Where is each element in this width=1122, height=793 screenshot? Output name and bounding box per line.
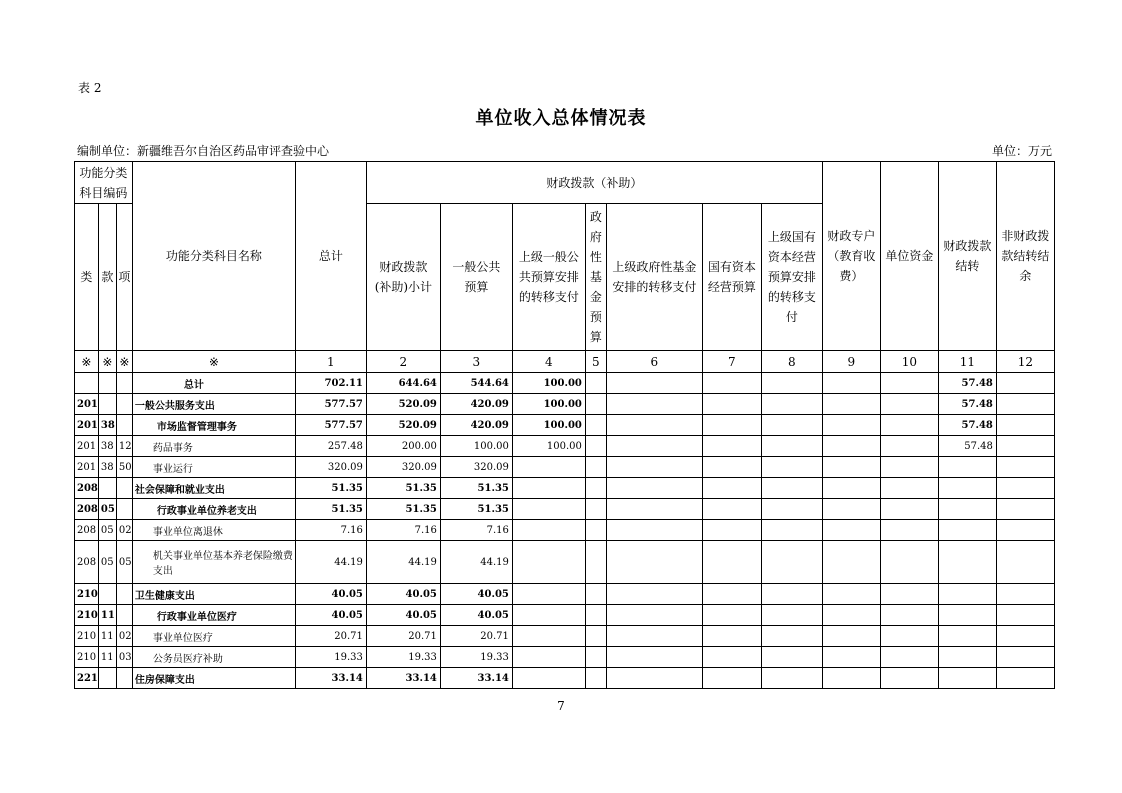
- cell-upper-capital: [761, 373, 822, 394]
- cell-gov-fund: [585, 478, 606, 499]
- cell-state-capital: [702, 499, 761, 520]
- cell-kuan: [98, 584, 116, 605]
- cell-upper-general: [512, 478, 585, 499]
- cell-general-budget: 100.00: [440, 436, 512, 457]
- cell-total: 44.19: [295, 541, 366, 584]
- cell-lei: 210: [75, 626, 99, 647]
- cell-nonfiscal: [996, 520, 1054, 541]
- cell-lei: 201: [75, 457, 99, 478]
- cell-unit-fund: [880, 436, 938, 457]
- cell-state-capital: [702, 626, 761, 647]
- header-code-group: 功能分类科目编码: [75, 162, 133, 204]
- cell-carryover: [938, 520, 996, 541]
- cell-lei: 210: [75, 605, 99, 626]
- header-fiscal-subtotal: 财政拨款(补助)小计: [366, 204, 440, 351]
- cell-upper-general: [512, 520, 585, 541]
- cell-carryover: [938, 647, 996, 668]
- cell-total: 19.33: [295, 647, 366, 668]
- cell-total: 40.05: [295, 605, 366, 626]
- cell-unit-fund: [880, 520, 938, 541]
- cell-xiang: [116, 373, 132, 394]
- cell-lei: 208: [75, 520, 99, 541]
- cell-gov-fund: [585, 394, 606, 415]
- cell-unit-fund: [880, 373, 938, 394]
- cell-gov-fund: [585, 647, 606, 668]
- cell-special-account: [822, 520, 880, 541]
- cell-total: 7.16: [295, 520, 366, 541]
- cell-xiang: [116, 499, 132, 520]
- header-general-budget: 一般公共预算: [440, 204, 512, 351]
- cell-lei: [75, 373, 99, 394]
- cell-upper-capital: [761, 647, 822, 668]
- cell-upper-fund: [606, 520, 702, 541]
- compiling-unit: 编制单位：新疆维吾尔自治区药品审评查验中心: [77, 144, 330, 158]
- cell-upper-fund: [606, 647, 702, 668]
- cell-general-budget: 33.14: [440, 668, 512, 689]
- index-number: 10: [880, 351, 938, 373]
- cell-state-capital: [702, 478, 761, 499]
- index-number: 8: [761, 351, 822, 373]
- cell-fiscal-subtotal: 40.05: [366, 605, 440, 626]
- cell-nonfiscal: [996, 499, 1054, 520]
- cell-unit-fund: [880, 668, 938, 689]
- cell-special-account: [822, 478, 880, 499]
- header-upper-fund: 上级政府性基金安排的转移支付: [606, 204, 702, 351]
- cell-upper-fund: [606, 626, 702, 647]
- index-number: 3: [440, 351, 512, 373]
- cell-upper-capital: [761, 394, 822, 415]
- cell-name: 住房保障支出: [132, 668, 295, 689]
- cell-unit-fund: [880, 415, 938, 436]
- cell-upper-capital: [761, 520, 822, 541]
- cell-total: 51.35: [295, 499, 366, 520]
- cell-upper-fund: [606, 457, 702, 478]
- cell-fiscal-subtotal: 40.05: [366, 584, 440, 605]
- cell-state-capital: [702, 605, 761, 626]
- cell-xiang: [116, 668, 132, 689]
- cell-nonfiscal: [996, 605, 1054, 626]
- cell-carryover: [938, 584, 996, 605]
- cell-kuan: [98, 373, 116, 394]
- cell-general-budget: 320.09: [440, 457, 512, 478]
- header-nonfiscal: 非财政拨款结转结余: [996, 162, 1054, 351]
- cell-upper-general: 100.00: [512, 373, 585, 394]
- header-carryover: 财政拨款结转: [938, 162, 996, 351]
- header-special-account: 财政专户（教育收费）: [822, 162, 880, 351]
- cell-special-account: [822, 647, 880, 668]
- cell-kuan: 38: [98, 415, 116, 436]
- table-row: [75, 457, 1055, 478]
- table-row: [75, 520, 1055, 541]
- index-number: 6: [606, 351, 702, 373]
- cell-upper-capital: [761, 541, 822, 584]
- cell-carryover: [938, 626, 996, 647]
- cell-unit-fund: [880, 584, 938, 605]
- cell-upper-fund: [606, 668, 702, 689]
- index-mark: ※: [116, 351, 132, 373]
- header-upper-capital: 上级国有资本经营预算安排的转移支付: [761, 204, 822, 351]
- cell-fiscal-subtotal: 520.09: [366, 415, 440, 436]
- cell-carryover: [938, 541, 996, 584]
- header-xiang: 项: [116, 204, 132, 351]
- currency-unit: 单位：万元: [991, 144, 1052, 158]
- cell-total: 20.71: [295, 626, 366, 647]
- cell-upper-fund: [606, 499, 702, 520]
- cell-fiscal-subtotal: 44.19: [366, 541, 440, 584]
- cell-lei: 201: [75, 394, 99, 415]
- table-row: [75, 605, 1055, 626]
- table-row: [75, 626, 1055, 647]
- cell-nonfiscal: [996, 457, 1054, 478]
- cell-name: 社会保障和就业支出: [132, 478, 295, 499]
- cell-upper-general: [512, 584, 585, 605]
- cell-xiang: [116, 415, 132, 436]
- cell-nonfiscal: [996, 541, 1054, 584]
- cell-special-account: [822, 584, 880, 605]
- cell-name: 药品事务: [132, 436, 295, 457]
- cell-fiscal-subtotal: 520.09: [366, 394, 440, 415]
- cell-xiang: 02: [116, 626, 132, 647]
- cell-unit-fund: [880, 457, 938, 478]
- cell-kuan: [98, 478, 116, 499]
- cell-upper-general: 100.00: [512, 415, 585, 436]
- cell-upper-capital: [761, 584, 822, 605]
- cell-name: 卫生健康支出: [132, 584, 295, 605]
- cell-fiscal-subtotal: 51.35: [366, 499, 440, 520]
- cell-name: 机关事业单位基本养老保险缴费支出: [132, 541, 295, 584]
- cell-upper-fund: [606, 605, 702, 626]
- cell-upper-capital: [761, 415, 822, 436]
- cell-nonfiscal: [996, 415, 1054, 436]
- cell-state-capital: [702, 647, 761, 668]
- cell-fiscal-subtotal: 7.16: [366, 520, 440, 541]
- cell-nonfiscal: [996, 478, 1054, 499]
- cell-carryover: [938, 478, 996, 499]
- cell-unit-fund: [880, 605, 938, 626]
- cell-gov-fund: [585, 436, 606, 457]
- cell-gov-fund: [585, 668, 606, 689]
- cell-fiscal-subtotal: 20.71: [366, 626, 440, 647]
- cell-kuan: 38: [98, 457, 116, 478]
- index-number: 2: [366, 351, 440, 373]
- cell-state-capital: [702, 373, 761, 394]
- index-number: 1: [295, 351, 366, 373]
- cell-carryover: 57.48: [938, 394, 996, 415]
- header-lei: 类: [75, 204, 99, 351]
- cell-name: 事业单位医疗: [132, 626, 295, 647]
- cell-nonfiscal: [996, 668, 1054, 689]
- cell-general-budget: 544.64: [440, 373, 512, 394]
- cell-general-budget: 420.09: [440, 394, 512, 415]
- index-mark: ※: [98, 351, 116, 373]
- cell-gov-fund: [585, 520, 606, 541]
- cell-general-budget: 19.33: [440, 647, 512, 668]
- cell-state-capital: [702, 394, 761, 415]
- cell-kuan: 05: [98, 520, 116, 541]
- cell-nonfiscal: [996, 373, 1054, 394]
- cell-kuan: 05: [98, 499, 116, 520]
- cell-upper-general: 100.00: [512, 436, 585, 457]
- cell-upper-capital: [761, 478, 822, 499]
- index-number: 12: [996, 351, 1054, 373]
- cell-xiang: [116, 478, 132, 499]
- cell-carryover: 57.48: [938, 415, 996, 436]
- cell-special-account: [822, 394, 880, 415]
- cell-state-capital: [702, 457, 761, 478]
- cell-nonfiscal: [996, 394, 1054, 415]
- cell-special-account: [822, 415, 880, 436]
- cell-upper-general: [512, 626, 585, 647]
- index-number: 11: [938, 351, 996, 373]
- cell-upper-fund: [606, 436, 702, 457]
- cell-gov-fund: [585, 499, 606, 520]
- page-number: 7: [557, 699, 565, 713]
- header-total: 总计: [295, 162, 366, 351]
- cell-upper-fund: [606, 394, 702, 415]
- cell-xiang: 05: [116, 541, 132, 584]
- cell-upper-general: [512, 499, 585, 520]
- cell-upper-capital: [761, 457, 822, 478]
- cell-gov-fund: [585, 626, 606, 647]
- cell-kuan: 11: [98, 647, 116, 668]
- cell-upper-general: [512, 668, 585, 689]
- cell-gov-fund: [585, 457, 606, 478]
- cell-state-capital: [702, 541, 761, 584]
- cell-carryover: 57.48: [938, 436, 996, 457]
- cell-fiscal-subtotal: 200.00: [366, 436, 440, 457]
- cell-xiang: [116, 584, 132, 605]
- cell-carryover: [938, 668, 996, 689]
- cell-state-capital: [702, 520, 761, 541]
- table-row: [75, 499, 1055, 520]
- index-number: 9: [822, 351, 880, 373]
- header-fiscal-group: 财政拨款（补助）: [366, 162, 822, 204]
- cell-nonfiscal: [996, 584, 1054, 605]
- index-number: 5: [585, 351, 606, 373]
- header-kuan: 款: [98, 204, 116, 351]
- table-row: [75, 436, 1055, 457]
- cell-unit-fund: [880, 499, 938, 520]
- table-row: [75, 541, 1055, 584]
- cell-kuan: 11: [98, 605, 116, 626]
- cell-special-account: [822, 499, 880, 520]
- cell-upper-general: [512, 605, 585, 626]
- cell-carryover: 57.48: [938, 373, 996, 394]
- cell-name: 事业单位离退休: [132, 520, 295, 541]
- cell-gov-fund: [585, 541, 606, 584]
- cell-total: 577.57: [295, 394, 366, 415]
- index-number: 4: [512, 351, 585, 373]
- header-name: 功能分类科目名称: [132, 162, 295, 351]
- cell-special-account: [822, 626, 880, 647]
- table-number: 表 2: [78, 81, 102, 95]
- cell-upper-general: 100.00: [512, 394, 585, 415]
- cell-state-capital: [702, 668, 761, 689]
- cell-kuan: 05: [98, 541, 116, 584]
- cell-lei: 201: [75, 415, 99, 436]
- cell-general-budget: 40.05: [440, 584, 512, 605]
- cell-upper-capital: [761, 605, 822, 626]
- cell-lei: 208: [75, 478, 99, 499]
- table-row: [75, 394, 1055, 415]
- table-row: [75, 668, 1055, 689]
- cell-fiscal-subtotal: 51.35: [366, 478, 440, 499]
- index-number: 7: [702, 351, 761, 373]
- table-row: [75, 647, 1055, 668]
- cell-special-account: [822, 373, 880, 394]
- cell-name: 公务员医疗补助: [132, 647, 295, 668]
- cell-name: 一般公共服务支出: [132, 394, 295, 415]
- cell-name: 市场监督管理事务: [132, 415, 295, 436]
- cell-upper-fund: [606, 541, 702, 584]
- cell-unit-fund: [880, 647, 938, 668]
- cell-lei: 201: [75, 436, 99, 457]
- cell-special-account: [822, 605, 880, 626]
- cell-gov-fund: [585, 415, 606, 436]
- cell-general-budget: 51.35: [440, 478, 512, 499]
- cell-upper-capital: [761, 499, 822, 520]
- cell-total: 40.05: [295, 584, 366, 605]
- header-state-capital: 国有资本经营预算: [702, 204, 761, 351]
- page-title: 单位收入总体情况表: [475, 108, 647, 129]
- cell-upper-fund: [606, 478, 702, 499]
- cell-special-account: [822, 436, 880, 457]
- cell-total: 320.09: [295, 457, 366, 478]
- cell-nonfiscal: [996, 626, 1054, 647]
- cell-upper-general: [512, 647, 585, 668]
- cell-general-budget: 40.05: [440, 605, 512, 626]
- cell-name: 行政事业单位医疗: [132, 605, 295, 626]
- cell-upper-capital: [761, 436, 822, 457]
- cell-unit-fund: [880, 541, 938, 584]
- cell-name: 总计: [132, 373, 295, 394]
- cell-total: 702.11: [295, 373, 366, 394]
- cell-upper-capital: [761, 626, 822, 647]
- table-row: [75, 478, 1055, 499]
- cell-state-capital: [702, 584, 761, 605]
- cell-general-budget: 51.35: [440, 499, 512, 520]
- cell-upper-fund: [606, 415, 702, 436]
- cell-lei: 208: [75, 499, 99, 520]
- cell-total: 51.35: [295, 478, 366, 499]
- table-row: [75, 415, 1055, 436]
- cell-gov-fund: [585, 584, 606, 605]
- cell-total: 257.48: [295, 436, 366, 457]
- cell-unit-fund: [880, 394, 938, 415]
- cell-fiscal-subtotal: 644.64: [366, 373, 440, 394]
- cell-special-account: [822, 668, 880, 689]
- cell-fiscal-subtotal: 320.09: [366, 457, 440, 478]
- cell-total: 33.14: [295, 668, 366, 689]
- cell-xiang: 50: [116, 457, 132, 478]
- cell-general-budget: 7.16: [440, 520, 512, 541]
- index-mark: ※: [75, 351, 99, 373]
- cell-general-budget: 20.71: [440, 626, 512, 647]
- cell-upper-capital: [761, 668, 822, 689]
- cell-lei: 210: [75, 647, 99, 668]
- index-mark: ※: [132, 351, 295, 373]
- cell-fiscal-subtotal: 33.14: [366, 668, 440, 689]
- cell-unit-fund: [880, 478, 938, 499]
- cell-upper-general: [512, 457, 585, 478]
- cell-carryover: [938, 605, 996, 626]
- cell-lei: 210: [75, 584, 99, 605]
- cell-gov-fund: [585, 373, 606, 394]
- cell-xiang: [116, 605, 132, 626]
- table-row: [75, 584, 1055, 605]
- cell-upper-general: [512, 541, 585, 584]
- header-upper-general: 上级一般公共预算安排的转移支付: [512, 204, 585, 351]
- cell-carryover: [938, 457, 996, 478]
- cell-xiang: 03: [116, 647, 132, 668]
- cell-carryover: [938, 499, 996, 520]
- cell-unit-fund: [880, 626, 938, 647]
- cell-special-account: [822, 541, 880, 584]
- cell-nonfiscal: [996, 647, 1054, 668]
- cell-xiang: [116, 394, 132, 415]
- cell-nonfiscal: [996, 436, 1054, 457]
- cell-upper-fund: [606, 584, 702, 605]
- header-unit-fund: 单位资金: [880, 162, 938, 351]
- cell-name: 事业运行: [132, 457, 295, 478]
- cell-name: 行政事业单位养老支出: [132, 499, 295, 520]
- cell-lei: 208: [75, 541, 99, 584]
- cell-special-account: [822, 457, 880, 478]
- cell-xiang: 02: [116, 520, 132, 541]
- cell-state-capital: [702, 415, 761, 436]
- cell-kuan: [98, 394, 116, 415]
- income-table: [74, 161, 1055, 689]
- cell-gov-fund: [585, 605, 606, 626]
- cell-state-capital: [702, 436, 761, 457]
- cell-general-budget: 44.19: [440, 541, 512, 584]
- cell-upper-fund: [606, 373, 702, 394]
- header-gov-fund: 政府性基金预算: [585, 204, 606, 351]
- cell-total: 577.57: [295, 415, 366, 436]
- cell-kuan: 38: [98, 436, 116, 457]
- cell-kuan: [98, 668, 116, 689]
- cell-general-budget: 420.09: [440, 415, 512, 436]
- cell-fiscal-subtotal: 19.33: [366, 647, 440, 668]
- cell-xiang: 12: [116, 436, 132, 457]
- cell-kuan: 11: [98, 626, 116, 647]
- index-row: [75, 351, 1055, 373]
- table-row: [75, 373, 1055, 394]
- cell-lei: 221: [75, 668, 99, 689]
